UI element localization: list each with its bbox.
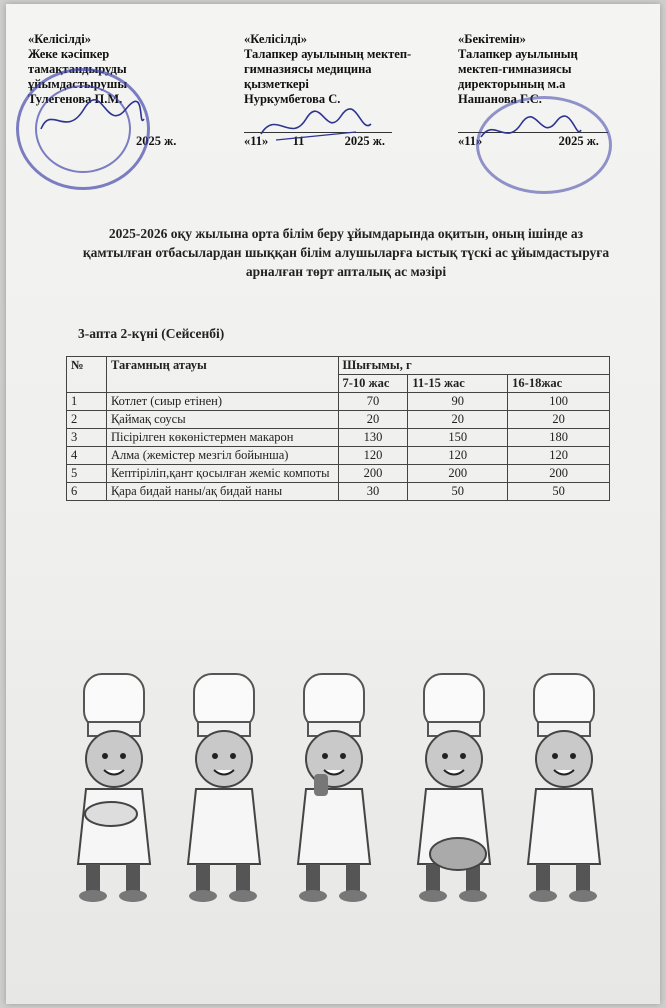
column-header-no: № bbox=[67, 357, 107, 393]
seal-stamp-icon bbox=[476, 96, 612, 194]
approval-line: гимназиясы медицина bbox=[244, 62, 372, 76]
yield-7-10: 30 bbox=[338, 483, 408, 501]
approval-line: Нашанова Г.С. bbox=[458, 92, 542, 106]
row-number: 4 bbox=[67, 447, 107, 465]
approval-line: мектеп-гимназиясы bbox=[458, 62, 572, 76]
approval-line: қызметкері bbox=[244, 77, 309, 91]
approval-heading: «Бекітемін» bbox=[458, 32, 526, 46]
yield-11-15: 20 bbox=[408, 411, 508, 429]
table-row bbox=[67, 393, 610, 411]
dish-name: Пісірілген көкөністермен макарон bbox=[106, 429, 338, 447]
row-number: 2 bbox=[67, 411, 107, 429]
dish-name: Қара бидай наны/ақ бидай наны bbox=[106, 483, 338, 501]
table-row bbox=[67, 447, 610, 465]
yield-16-18: 200 bbox=[508, 465, 610, 483]
chef-kid-icon bbox=[188, 674, 260, 902]
approval-line: Жеке кәсіпкер bbox=[28, 47, 110, 61]
age-group-header: 7-10 жас bbox=[338, 375, 408, 393]
row-number: 1 bbox=[67, 393, 107, 411]
dish-name: Кептіріліп,қант қосылған жеміс компоты bbox=[106, 465, 338, 483]
dish-name: Қаймақ соусы bbox=[106, 411, 338, 429]
yield-16-18: 180 bbox=[508, 429, 610, 447]
row-number: 5 bbox=[67, 465, 107, 483]
approval-date-2 bbox=[244, 134, 385, 149]
yield-16-18: 120 bbox=[508, 447, 610, 465]
yield-16-18: 100 bbox=[508, 393, 610, 411]
age-group-header: 11-15 жас bbox=[408, 375, 508, 393]
signature-line bbox=[244, 132, 392, 133]
document-title: 2025-2026 оқу жылына орта білім беру ұйымдарында оқитын, оның ішінде аз қамтылған отбасылардан шыққан білім алушыларға ыстық түскі ас ұйымдастыруға арналған төрт апталық ас мәзірі bbox=[82, 226, 610, 279]
row-number: 6 bbox=[67, 483, 107, 501]
approval-line: Талапкер ауылының bbox=[458, 47, 578, 61]
approval-line: тамақтандыруды bbox=[28, 62, 127, 76]
table-row bbox=[67, 429, 610, 447]
chef-kid-icon bbox=[528, 674, 600, 902]
yield-11-15: 150 bbox=[408, 429, 508, 447]
yield-11-15: 200 bbox=[408, 465, 508, 483]
chef-kid-icon bbox=[78, 674, 150, 902]
yield-7-10: 200 bbox=[338, 465, 408, 483]
dish-name: Котлет (сиыр етінен) bbox=[106, 393, 338, 411]
approval-block-2 bbox=[244, 32, 454, 107]
column-header-yield: Шығымы, г bbox=[338, 357, 610, 375]
yield-16-18: 20 bbox=[508, 411, 610, 429]
approval-line: ұйымдастырушы bbox=[28, 77, 128, 91]
yield-16-18: 50 bbox=[508, 483, 610, 501]
yield-11-15: 50 bbox=[408, 483, 508, 501]
chef-kid-icon bbox=[298, 674, 370, 902]
approval-heading: «Келісілді» bbox=[28, 32, 91, 46]
yield-11-15: 90 bbox=[408, 393, 508, 411]
date-month: 11 bbox=[292, 134, 305, 148]
document-page bbox=[6, 4, 660, 1004]
yield-11-15: 120 bbox=[408, 447, 508, 465]
yield-7-10: 130 bbox=[338, 429, 408, 447]
column-header-name: Тағамның атауы bbox=[106, 357, 338, 393]
approval-date-1: 2025 ж. bbox=[136, 134, 177, 148]
yield-7-10: 20 bbox=[338, 411, 408, 429]
table-row bbox=[67, 465, 610, 483]
approval-line: Талапкер ауылының мектеп- bbox=[244, 47, 412, 61]
table-header-row bbox=[67, 357, 610, 375]
date-day: «11» bbox=[244, 134, 269, 148]
approval-block-1 bbox=[28, 32, 198, 107]
yield-7-10: 120 bbox=[338, 447, 408, 465]
week-day-label: 3-апта 2-күні (Сейсенбі) bbox=[78, 326, 225, 341]
menu-table bbox=[66, 356, 610, 501]
age-group-header: 16-18жас bbox=[508, 375, 610, 393]
approval-heading: «Келісілді» bbox=[244, 32, 307, 46]
date-year: 2025 ж. bbox=[558, 134, 599, 148]
dish-name: Алма (жемістер мезгіл бойынша) bbox=[106, 447, 338, 465]
table-row bbox=[67, 483, 610, 501]
approval-line: директорының м.а bbox=[458, 77, 566, 91]
approval-line: Нуркумбетова С. bbox=[244, 92, 341, 106]
date-day: «11» bbox=[458, 134, 483, 148]
date-year: 2025 ж. bbox=[344, 134, 385, 148]
table-row bbox=[67, 411, 610, 429]
yield-7-10: 70 bbox=[338, 393, 408, 411]
approval-line: Тулегенова П.М. bbox=[28, 92, 123, 106]
cartoon-chef-kids-icon bbox=[66, 664, 626, 914]
row-number: 3 bbox=[67, 429, 107, 447]
